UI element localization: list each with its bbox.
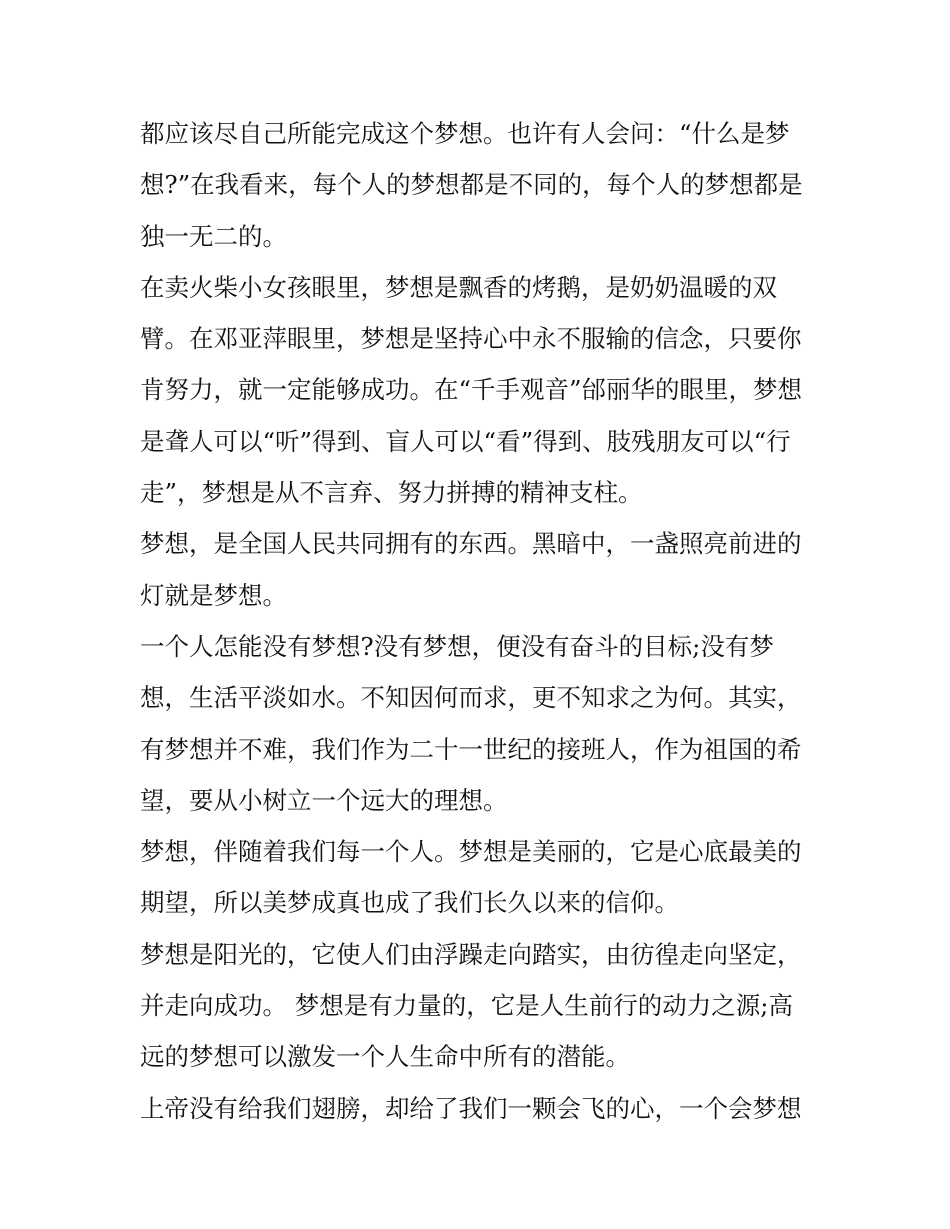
paragraph-3 — [140, 518, 820, 621]
paragraph-4 — [140, 621, 820, 826]
text-line: 一个人怎能没有梦想?没有梦想，便没有奋斗的目标;没有梦 — [140, 631, 774, 661]
text-line: 有梦想并不难，我们作为二十一世纪的接班人，作为祖国的希 — [140, 734, 802, 764]
text-line: 都应该尽自己所能完成这个梦想。也许有人会问：“什么是梦 — [140, 119, 790, 148]
text-line: 望，要从小树立一个远大的理想。 — [140, 785, 508, 815]
text-line: 灯就是梦想。 — [140, 580, 287, 610]
text-line: 期望，所以美梦成真也成了我们长久以来的信仰。 — [140, 888, 679, 918]
text-line: 想?”在我看来，每个人的梦想都是不同的，每个人的梦想都是 — [140, 170, 803, 200]
paragraph-5 — [140, 826, 820, 929]
paragraph-7 — [140, 1083, 820, 1134]
text-line: 臂。在邓亚萍眼里，梦想是坚持心中永不服输的信念，只要你 — [140, 324, 802, 354]
text-line: 远的梦想可以激发一个人生命中所有的潜能。 — [140, 1042, 630, 1072]
text-line: 独一无二的。 — [140, 221, 287, 251]
text-line: 梦想，是全国人民共同拥有的东西。黑暗中，一盏照亮前进的 — [140, 529, 802, 559]
text-line: 走”，梦想是从不言弃、努力拼搏的精神支柱。 — [140, 478, 643, 508]
document-body — [140, 108, 820, 1134]
paragraph-2 — [140, 262, 820, 518]
text-line: 在卖火柴小女孩眼里，梦想是飘香的烤鹅，是奶奶温暖的双 — [140, 272, 777, 302]
text-line: 肯努力，就一定能够成功。在“千手观音”邰丽华的眼里，梦想 — [140, 375, 803, 405]
text-line: 并走向成功。 梦想是有力量的，它是人生前行的动力之源;高 — [140, 991, 794, 1021]
paragraph-1 — [140, 108, 820, 262]
paragraph-6 — [140, 929, 820, 1083]
text-line: 上帝没有给我们翅膀，却给了我们一颗会飞的心，一个会梦想 — [140, 1093, 802, 1123]
text-line: 是聋人可以“听”得到、盲人可以“看”得到、肢残朋友可以“行 — [140, 426, 791, 456]
text-line: 梦想，伴随着我们每一个人。梦想是美丽的，它是心底最美的 — [140, 837, 802, 867]
text-line: 想，生活平淡如水。不知因何而求，更不知求之为何。其实， — [140, 683, 802, 713]
text-line: 梦想是阳光的，它使人们由浮躁走向踏实，由彷徨走向坚定， — [140, 939, 802, 969]
